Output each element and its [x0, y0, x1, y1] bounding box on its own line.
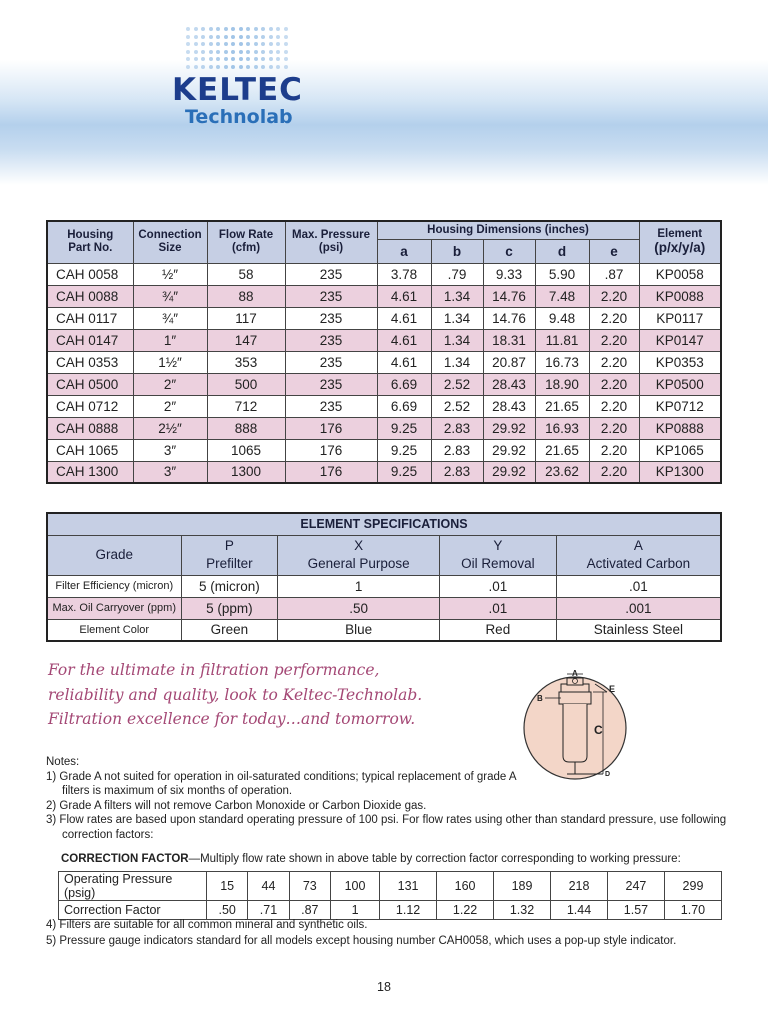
- slogan: [48, 658, 422, 732]
- housing-cell: CAH 1065: [47, 439, 133, 461]
- grade-x: X General Purpose: [278, 535, 440, 575]
- decorative-dot: [194, 57, 198, 61]
- housing-row: [47, 263, 721, 285]
- slogan-line: For the ultimate in filtration performance,: [48, 661, 380, 679]
- housing-cell: CAH 0117: [47, 307, 133, 329]
- brand-logo: KELTEC: [172, 72, 303, 108]
- housing-cell: 1½″: [133, 351, 207, 373]
- header-max-pressure: Max. Pressure (psi): [285, 221, 377, 263]
- pressure-cell: 73: [289, 872, 330, 901]
- housing-cell: 6.69: [377, 395, 431, 417]
- decorative-dot: [246, 42, 250, 46]
- decorative-dot: [269, 35, 273, 39]
- housing-cell: 2″: [133, 373, 207, 395]
- slogan-line: Filtration excellence for today…and tomorrow.: [48, 710, 416, 728]
- housing-cell: CAH 0712: [47, 395, 133, 417]
- header-dim-d: d: [535, 239, 589, 263]
- pressure-cell: 131: [380, 872, 437, 901]
- decorative-dot: [276, 50, 280, 54]
- housing-cell: 2.20: [589, 373, 639, 395]
- spec-cell: .01: [556, 575, 721, 597]
- housing-cell: ¾″: [133, 285, 207, 307]
- decorative-dot: [246, 35, 250, 39]
- pressure-cell: 218: [551, 872, 608, 901]
- housing-cell: 16.93: [535, 417, 589, 439]
- housing-cell: 2.20: [589, 461, 639, 483]
- housing-cell: 58: [207, 263, 285, 285]
- decorative-dot: [246, 57, 250, 61]
- decorative-dot: [284, 42, 288, 46]
- spec-cell: Blue: [278, 619, 440, 641]
- notes-continued: [46, 917, 676, 949]
- decorative-dot: [284, 35, 288, 39]
- decorative-dot: [209, 27, 213, 31]
- decorative-dot: [246, 50, 250, 54]
- housing-cell: 16.73: [535, 351, 589, 373]
- header-connection: Connection Size: [133, 221, 207, 263]
- decorative-dot: [194, 50, 198, 54]
- decorative-dot: [209, 65, 213, 69]
- factor-cell: .71: [248, 901, 289, 920]
- decorative-dot: [194, 27, 198, 31]
- note-1-cont: filters is maximum of six months of operation.: [62, 785, 293, 798]
- housing-cell: 18.31: [483, 329, 535, 351]
- spec-row: [47, 597, 721, 619]
- housing-cell: 2.20: [589, 329, 639, 351]
- decorative-dot: [216, 27, 220, 31]
- housing-cell: 2″: [133, 395, 207, 417]
- correction-factor-table: [58, 871, 722, 920]
- pressure-cell: 299: [664, 872, 721, 901]
- housing-cell: 6.69: [377, 373, 431, 395]
- housing-cell: 176: [285, 461, 377, 483]
- decorative-dot: [216, 35, 220, 39]
- element-spec-table: [46, 512, 722, 642]
- housing-cell: 18.90: [535, 373, 589, 395]
- housing-cell: KP0712: [639, 395, 721, 417]
- housing-cell: 3″: [133, 439, 207, 461]
- housing-cell: 2.20: [589, 395, 639, 417]
- decorative-dot: [261, 50, 265, 54]
- housing-cell: KP0888: [639, 417, 721, 439]
- decorative-dot: [224, 35, 228, 39]
- housing-row: [47, 373, 721, 395]
- header-dim-e: e: [589, 239, 639, 263]
- decorative-dot: [201, 65, 205, 69]
- header-dim-b: b: [431, 239, 483, 263]
- housing-cell: 3.78: [377, 263, 431, 285]
- housing-cell: 2.20: [589, 285, 639, 307]
- spec-title: ELEMENT SPECIFICATIONS: [47, 513, 721, 535]
- decorative-dot: [261, 27, 265, 31]
- housing-cell: CAH 0500: [47, 373, 133, 395]
- diagram-label-d: D: [605, 771, 611, 778]
- decorative-dot: [186, 42, 190, 46]
- decorative-dot: [209, 50, 213, 54]
- diagram-label-c: C: [594, 723, 603, 737]
- decorative-dot: [186, 50, 190, 54]
- decorative-dot: [276, 27, 280, 31]
- housing-cell: CAH 0147: [47, 329, 133, 351]
- decorative-dot: [254, 42, 258, 46]
- decorative-dot: [186, 65, 190, 69]
- housing-cell: 2.52: [431, 395, 483, 417]
- decorative-dot: [269, 50, 273, 54]
- spec-cell: .01: [439, 575, 556, 597]
- decorative-dot: [246, 65, 250, 69]
- housing-cell: 23.62: [535, 461, 589, 483]
- decorative-dot: [201, 35, 205, 39]
- housing-cell: 235: [285, 285, 377, 307]
- decorative-dot: [261, 57, 265, 61]
- housing-cell: 1.34: [431, 285, 483, 307]
- decorative-dot: [261, 35, 265, 39]
- spec-cell: Green: [181, 619, 278, 641]
- housing-cell: 1″: [133, 329, 207, 351]
- decorative-dot: [269, 65, 273, 69]
- note-3-cont: correction factors:: [62, 828, 154, 841]
- housing-cell: 7.48: [535, 285, 589, 307]
- decorative-dots: [186, 27, 290, 73]
- housing-row: [47, 439, 721, 461]
- notes-heading: Notes:: [46, 756, 80, 768]
- housing-cell: 29.92: [483, 439, 535, 461]
- housing-row: [47, 417, 721, 439]
- diagram-label-a: A: [572, 669, 578, 678]
- housing-cell: 176: [285, 439, 377, 461]
- spec-cell: .001: [556, 597, 721, 619]
- housing-row: [47, 285, 721, 307]
- correction-factor-text: —Multiply flow rate shown in above table by correction factor corresponding to working pressure:: [188, 853, 681, 865]
- spec-cell: .50: [278, 597, 440, 619]
- factor-cell: 1: [330, 901, 379, 920]
- factor-label: Correction Factor: [59, 901, 207, 920]
- decorative-dot: [194, 42, 198, 46]
- housing-cell: 4.61: [377, 307, 431, 329]
- header-dim-c: c: [483, 239, 535, 263]
- spec-cell: Stainless Steel: [556, 619, 721, 641]
- decorative-dot: [276, 35, 280, 39]
- decorative-dot: [239, 57, 243, 61]
- housing-cell: 1300: [207, 461, 285, 483]
- housing-row: [47, 461, 721, 483]
- housing-cell: 28.43: [483, 373, 535, 395]
- header-part-no: Housing Part No.: [47, 221, 133, 263]
- housing-cell: 2.20: [589, 439, 639, 461]
- pressure-cell: 160: [437, 872, 494, 901]
- decorative-dot: [224, 42, 228, 46]
- housing-cell: 9.25: [377, 461, 431, 483]
- decorative-dot: [261, 65, 265, 69]
- housing-cell: 353: [207, 351, 285, 373]
- decorative-dot: [231, 50, 235, 54]
- decorative-dot: [201, 50, 205, 54]
- housing-row: [47, 395, 721, 417]
- decorative-dot: [216, 50, 220, 54]
- header-housing-dimensions: Housing Dimensions (inches): [377, 221, 639, 239]
- decorative-dot: [254, 27, 258, 31]
- decorative-dot: [276, 65, 280, 69]
- housing-cell: 1.34: [431, 307, 483, 329]
- housing-cell: KP1065: [639, 439, 721, 461]
- grade-y: Y Oil Removal: [439, 535, 556, 575]
- decorative-dot: [201, 57, 205, 61]
- decorative-dot: [209, 57, 213, 61]
- factor-cell: 1.32: [494, 901, 551, 920]
- decorative-dot: [186, 57, 190, 61]
- factor-cell: 1.44: [551, 901, 608, 920]
- housing-cell: 88: [207, 285, 285, 307]
- decorative-dot: [269, 57, 273, 61]
- decorative-dot: [186, 35, 190, 39]
- decorative-dot: [284, 27, 288, 31]
- pressure-cell: 15: [207, 872, 248, 901]
- housing-cell: 2.52: [431, 373, 483, 395]
- factor-cell: .87: [289, 901, 330, 920]
- housing-cell: KP0147: [639, 329, 721, 351]
- decorative-dot: [231, 57, 235, 61]
- housing-cell: KP0117: [639, 307, 721, 329]
- housing-cell: 1.34: [431, 329, 483, 351]
- note-1: 1) Grade A not suited for operation in oil-saturated conditions; typical replacement of grade A: [46, 770, 517, 783]
- housing-cell: 2.20: [589, 417, 639, 439]
- housing-cell: ½″: [133, 263, 207, 285]
- spec-cell: .01: [439, 597, 556, 619]
- decorative-dot: [269, 42, 273, 46]
- housing-cell: 20.87: [483, 351, 535, 373]
- decorative-dot: [231, 27, 235, 31]
- pressure-cell: 44: [248, 872, 289, 901]
- correction-factor-caption: [61, 853, 681, 865]
- decorative-dot: [276, 57, 280, 61]
- housing-cell: 712: [207, 395, 285, 417]
- pressure-cell: 100: [330, 872, 379, 901]
- housing-cell: 4.61: [377, 285, 431, 307]
- decorative-dot: [284, 50, 288, 54]
- housing-cell: CAH 0888: [47, 417, 133, 439]
- correction-factor-heading: CORRECTION FACTOR: [61, 853, 189, 865]
- housing-cell: 1.34: [431, 351, 483, 373]
- spec-row: [47, 575, 721, 597]
- decorative-dot: [224, 57, 228, 61]
- housing-cell: 2.83: [431, 439, 483, 461]
- housing-cell: 2.83: [431, 461, 483, 483]
- decorative-dot: [224, 50, 228, 54]
- housing-cell: 888: [207, 417, 285, 439]
- housing-cell: 14.76: [483, 307, 535, 329]
- housing-cell: 14.76: [483, 285, 535, 307]
- page-header: [0, 0, 768, 185]
- brand-subtitle: Technolab: [185, 106, 293, 128]
- housing-cell: 235: [285, 263, 377, 285]
- housing-cell: 235: [285, 373, 377, 395]
- decorative-dot: [239, 65, 243, 69]
- diagram-label-e: E: [609, 684, 616, 694]
- housing-cell: ¾″: [133, 307, 207, 329]
- decorative-dot: [201, 42, 205, 46]
- housing-cell: 9.25: [377, 439, 431, 461]
- housing-row: [47, 307, 721, 329]
- housing-cell: 9.48: [535, 307, 589, 329]
- housing-table: [46, 220, 722, 484]
- spec-cell: 5 (ppm): [181, 597, 278, 619]
- decorative-dot: [209, 35, 213, 39]
- page-number: 18: [377, 980, 391, 994]
- decorative-dot: [239, 27, 243, 31]
- decorative-dot: [254, 65, 258, 69]
- spec-cell: 5 (micron): [181, 575, 278, 597]
- decorative-dot: [216, 42, 220, 46]
- housing-cell: 235: [285, 351, 377, 373]
- decorative-dot: [239, 42, 243, 46]
- note-4: 4) Filters are suitable for all common mineral and synthetic oils.: [46, 919, 368, 931]
- header-element: Element (p/x/y/a): [639, 221, 721, 263]
- factor-cell: 1.22: [437, 901, 494, 920]
- factor-cell: 1.12: [380, 901, 437, 920]
- factor-cell: 1.70: [664, 901, 721, 920]
- spec-row-label: Filter Efficiency (micron): [47, 575, 181, 597]
- housing-cell: 9.33: [483, 263, 535, 285]
- decorative-dot: [224, 65, 228, 69]
- spec-cell: Red: [439, 619, 556, 641]
- note-5: 5) Pressure gauge indicators standard for all models except housing number CAH0058, which uses a pop-up style indicator.: [46, 935, 677, 947]
- notes: [46, 755, 736, 843]
- housing-cell: 500: [207, 373, 285, 395]
- pressure-cell: 247: [607, 872, 664, 901]
- housing-cell: 29.92: [483, 417, 535, 439]
- housing-cell: 2½″: [133, 417, 207, 439]
- decorative-dot: [239, 35, 243, 39]
- housing-cell: 3″: [133, 461, 207, 483]
- spec-row-label: Max. Oil Carryover (ppm): [47, 597, 181, 619]
- grade-label: Grade: [47, 535, 181, 575]
- note-3: 3) Flow rates are based upon standard operating pressure of 100 psi. For flow rates using other than standard pressure, use following: [46, 814, 727, 827]
- housing-cell: 235: [285, 307, 377, 329]
- pressure-label: Operating Pressure (psig): [59, 872, 207, 901]
- housing-cell: 2.20: [589, 307, 639, 329]
- decorative-dot: [216, 57, 220, 61]
- decorative-dot: [269, 27, 273, 31]
- decorative-dot: [216, 65, 220, 69]
- decorative-dot: [231, 65, 235, 69]
- spec-row-label: Element Color: [47, 619, 181, 641]
- housing-cell: CAH 0058: [47, 263, 133, 285]
- grade-p: P Prefilter: [181, 535, 278, 575]
- decorative-dot: [194, 65, 198, 69]
- housing-cell: CAH 0088: [47, 285, 133, 307]
- housing-cell: 176: [285, 417, 377, 439]
- housing-cell: 28.43: [483, 395, 535, 417]
- housing-cell: KP0500: [639, 373, 721, 395]
- housing-cell: 147: [207, 329, 285, 351]
- decorative-dot: [209, 42, 213, 46]
- housing-cell: 4.61: [377, 351, 431, 373]
- housing-cell: 235: [285, 395, 377, 417]
- decorative-dot: [231, 35, 235, 39]
- factor-cell: .50: [207, 901, 248, 920]
- housing-cell: KP0088: [639, 285, 721, 307]
- housing-cell: .79: [431, 263, 483, 285]
- decorative-dot: [186, 27, 190, 31]
- housing-cell: KP1300: [639, 461, 721, 483]
- grade-a: A Activated Carbon: [556, 535, 721, 575]
- housing-cell: 9.25: [377, 417, 431, 439]
- housing-cell: 2.83: [431, 417, 483, 439]
- housing-cell: 117: [207, 307, 285, 329]
- housing-cell: 4.61: [377, 329, 431, 351]
- housing-cell: 11.81: [535, 329, 589, 351]
- header-dim-a: a: [377, 239, 431, 263]
- pressure-cell: 189: [494, 872, 551, 901]
- factor-cell: 1.57: [607, 901, 664, 920]
- decorative-dot: [254, 50, 258, 54]
- spec-row: [47, 619, 721, 641]
- diagram-label-b: B: [537, 694, 543, 703]
- housing-cell: 21.65: [535, 439, 589, 461]
- decorative-dot: [254, 35, 258, 39]
- slogan-line: reliability and quality, look to Keltec-Technolab.: [48, 685, 423, 704]
- housing-cell: CAH 1300: [47, 461, 133, 483]
- decorative-dot: [261, 42, 265, 46]
- decorative-dot: [224, 27, 228, 31]
- housing-cell: 21.65: [535, 395, 589, 417]
- housing-row: [47, 329, 721, 351]
- housing-cell: 1065: [207, 439, 285, 461]
- decorative-dot: [239, 50, 243, 54]
- spec-cell: 1: [278, 575, 440, 597]
- decorative-dot: [201, 27, 205, 31]
- decorative-dot: [284, 65, 288, 69]
- housing-cell: .87: [589, 263, 639, 285]
- decorative-dot: [246, 27, 250, 31]
- decorative-dot: [254, 57, 258, 61]
- decorative-dot: [194, 35, 198, 39]
- housing-cell: 235: [285, 329, 377, 351]
- housing-row: [47, 351, 721, 373]
- decorative-dot: [276, 42, 280, 46]
- housing-cell: 5.90: [535, 263, 589, 285]
- housing-cell: CAH 0353: [47, 351, 133, 373]
- header-flow-rate: Flow Rate (cfm): [207, 221, 285, 263]
- decorative-dot: [284, 57, 288, 61]
- housing-cell: KP0353: [639, 351, 721, 373]
- housing-cell: KP0058: [639, 263, 721, 285]
- housing-cell: 2.20: [589, 351, 639, 373]
- decorative-dot: [231, 42, 235, 46]
- note-2: 2) Grade A filters will not remove Carbon Monoxide or Carbon Dioxide gas.: [46, 799, 427, 812]
- housing-cell: 29.92: [483, 461, 535, 483]
